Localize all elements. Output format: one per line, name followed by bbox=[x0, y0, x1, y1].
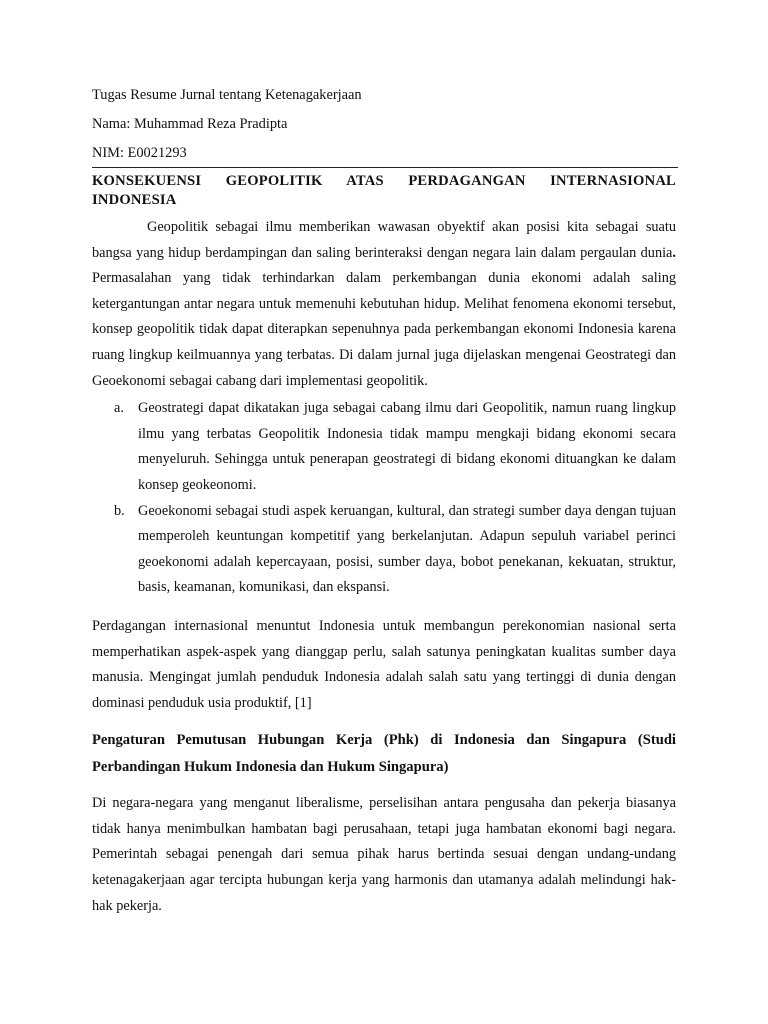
student-name: Nama: Muhammad Reza Pradipta bbox=[92, 116, 288, 132]
article2-paragraph: Di negara-negara yang menganut liberalisme, perselisihan antara pengusaha dan pekerja biasanya tidak hanya menimbulkan hambatan bagi perusahaan, tetapi juga hambatan ekonomi bagi negara. Pemerintah sebagai penengah dari semua pihak harus bertinda sesuai dengan undang-undang ketenagakerjaan agar tercipta hubungan kerja yang harmonis dan utamanya adalah melindungi hak-hak pekerja. bbox=[92, 795, 676, 914]
article1-title bbox=[92, 172, 676, 210]
header-divider bbox=[92, 167, 678, 168]
article1-title-line2: INDONESIA bbox=[92, 192, 177, 208]
assignment-title: Tugas Resume Jurnal tentang Ketenagakerjaan bbox=[92, 87, 362, 103]
article1-intro-paragraph bbox=[92, 215, 676, 394]
document-page bbox=[92, 86, 676, 919]
list-item bbox=[92, 499, 676, 601]
list-marker: a. bbox=[114, 400, 124, 417]
article1-list bbox=[92, 396, 676, 601]
article1-title-line1: KONSEKUENSI GEOPOLITIK ATAS PERDAGANGAN INTERNASIONAL bbox=[92, 173, 676, 189]
list-item-text: Geostrategi dapat dikatakan juga sebagai cabang ilmu dari Geopolitik, namun ruang lingkup ilmu yang terbatas Geopolitik Indonesia tidak mampu mengkaji bidang ekonomi secara menyeluruh. Sehingga untuk penerapan geostrategi di bidang ekonomi dituangkan ke dalam konsep geokeonomi. bbox=[138, 400, 676, 493]
student-nim: NIM: E0021293 bbox=[92, 145, 187, 161]
article1-intro-part1: Geopolitik sebagai ilmu memberikan wawasan obyektif akan posisi kita sebagai suatu bangsa yang hidup berdampingan dan saling berinteraksi dengan negara lain dalam pergaulan dunia bbox=[92, 219, 676, 261]
article1-intro-bold-period: . bbox=[672, 244, 676, 261]
list-item bbox=[92, 396, 676, 498]
list-marker: b. bbox=[114, 502, 125, 519]
article2-title: Pengaturan Pemutusan Hubungan Kerja (Phk) di Indonesia dan Singapura (Studi Perbandingan Hukum Indonesia dan Hukum Singapura) bbox=[92, 732, 676, 776]
list-item-text: Geoekonomi sebagai studi aspek keruangan, kultural, dan strategi sumber daya dengan tujuan memperoleh keuntungan kompetitif yang berkelanjutan. Adapun sepuluh variabel perinci geoekonomi adalah kepercayaan, posisi, sumber daya, bobot penekanan, kekuatan, struktur, basis, keamanan, komunikasi, dan ekspansi. bbox=[138, 502, 676, 596]
article1-intro-part2: Permasalahan yang tidak terhindarkan dalam perkembangan dunia ekonomi adalah saling ketergantungan antar negara untuk memenuhi kebutuhan hidup. Melihat fenomena ekonomi tersebut, konsep geopolitik tidak dapat diterapkan sepenuhnya pada perkembangan ekonomi Indonesia karena ruang lingkup keilmuannya yang terbatas. Di dalam jurnal juga dijelaskan mengenai Geostrategi dan Geoekonomi sebagai cabang dari implementasi geopolitik. bbox=[92, 270, 676, 389]
article1-conclusion-paragraph: Perdagangan internasional menuntut Indonesia untuk membangun perekonomian nasional serta memperhatikan aspek-aspek yang dianggap perlu, salah satunya peningkatan kualitas sumber daya manusia. Mengingat jumlah penduduk Indonesia adalah salah satu yang tertinggi di dunia dengan dominasi penduduk usia produktif, [1] bbox=[92, 617, 676, 711]
